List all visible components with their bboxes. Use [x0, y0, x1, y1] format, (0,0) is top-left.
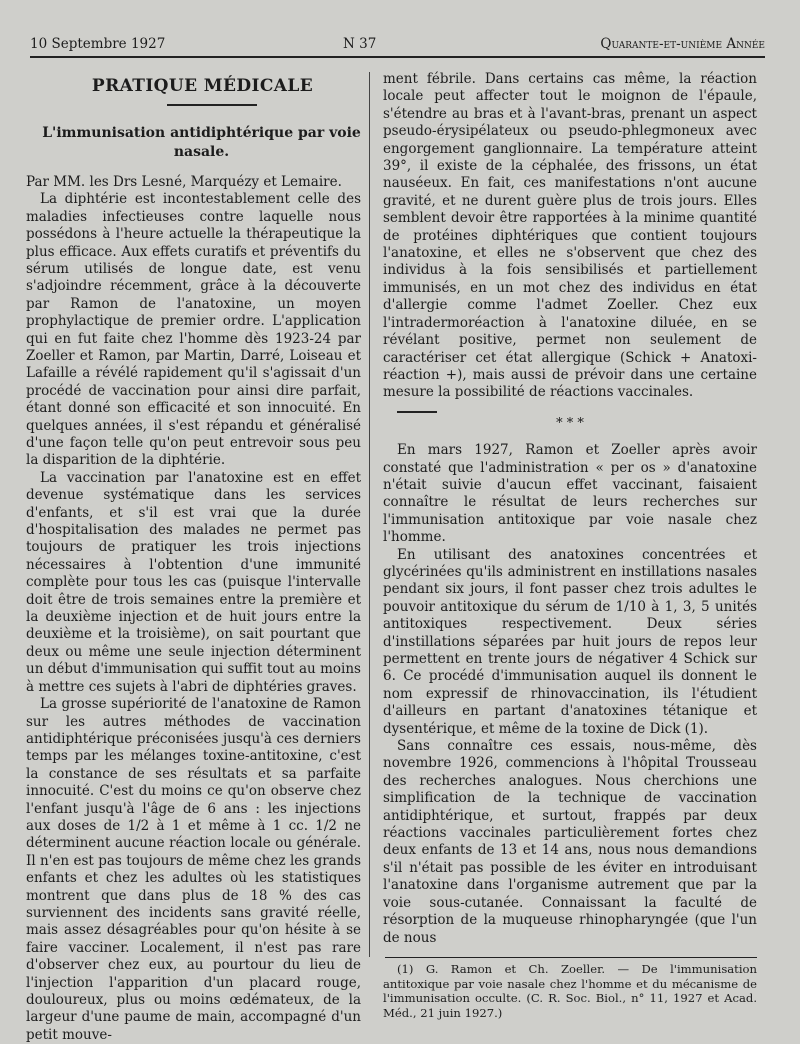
article-title: L'immunisation antidiphtérique par voie nasale. — [42, 124, 361, 160]
right-column — [383, 71, 757, 1020]
left-column — [26, 72, 361, 1044]
paragraph: En mars 1927, Ramon et Zoeller après avoir constaté que l'administration « per os » d'anatoxine n'était suivie d'aucun effet vaccinant, faisaient connaître le résultat de leurs recherches sur l'immunisation antitoxique par voie nasale chez l'homme. — [383, 442, 757, 546]
title-rule — [167, 104, 257, 106]
paragraph: La diphtérie est incontestablement celle des maladies infectieuses contre laquelle nous possédons à l'heure actuelle la thérapeutique la plus efficace. Aux effets curatifs et préventifs du sérum utilisés de longue date, est venu s'adjoindre récemment, grâce à la découverte par Ramon de l'anatoxine, un moyen prophylactique de premier ordre. L'application qui en fut faite chez l'homme dès 1923-24 par Zoeller et Ramon, par Martin, Darré, Loiseau et Lafaille a révélé rapidement qu'il s'agissait d'un procédé de vaccination pour ainsi dire parfait, étant donné son efficacité et son innocuité. En quelques années, il s'est répandu et généralisé d'une façon telle qu'on peut entrevoir sous peu la disparition de la diphtérie. — [26, 191, 361, 469]
paragraph: ment fébrile. Dans certains cas même, la réaction locale peut affecter tout le moignon de l'épaule, s'étendre au bras et à l'avant-bras, prenant un aspect pseudo-érysipélateux ou pseudo-phlegmoneux avec engorgement ganglionnaire. La température atteint 39°, il existe de la céphalée, des frissons, un état nauséeux. En fait, ces manifestations n'ont aucune gravité, et ne durent guère plus de trois jours. Elles semblent devoir être rapportées à la minime quantité de protéines diphtériques que contient toujours l'anatoxine, et elles ne s'observent que chez des individus à la fois sensibilisés et partiellement immunisés, en un mot chez des individus en état d'allergie comme l'admet Zoeller. Chez eux l'intradermoréaction à l'anatoxine diluée, en se révélant positive, permet non seulement de caractériser cet état allergique (Schick + Anatoxi-réaction +), mais aussi de prévoir dans une certaine mesure la possibilité de réactions vaccinales. — [383, 71, 757, 401]
section-stars: * * * — [556, 415, 584, 431]
footnote: (1) G. Ramon et Ch. Zoeller. — De l'immunisation antitoxique par voie nasale chez l'homme et du mécanisme de l'immunisation occulte. (C. R. Soc. Biol., n° 11, 1927 et Acad. Méd., 21 juin 1927.) — [383, 962, 757, 1020]
paragraph: La vaccination par l'anatoxine est en effet devenue systématique dans les services d'enfants, et s'il est vrai que la durée d'hospitalisation des malades ne permet pas toujours de pratiquer les trois injections nécessaires à l'obtention d'une immunité complète pour tous les cas (puisque l'intervalle doit être de trois semaines entre la première et la deuxième injection et de huit jours entre la deuxième et la troisième), on sait pourtant que deux ou même une seule injection déterminent un début d'immunisation qui suffit tout au moins à mettre ces sujets à l'abri de diphtéries graves. — [26, 469, 361, 695]
paragraph: La grosse supériorité de l'anatoxine de Ramon sur les autres méthodes de vaccination antidiphtérique préconisées jusqu'à ces derniers temps par les mélanges toxine-antitoxine, c'est la constance de ses résultats et sa parfaite innocuité. C'est du moins ce qu'on observe chez l'enfant jusqu'à l'âge de 6 ans : les injections aux doses de 1/2 à 1 et même à 1 cc. 1/2 ne déterminent aucune réaction locale ou générale. Il n'en est pas toujours de même chez les grands enfants et chez les adultes où les statistiques montrent que dans plus de 18 % des cas surviennent des incidents sans gravité réelle, mais assez désagréables pour qu'on hésite à se faire vacciner. Localement, il n'est pas rare d'observer chez eux, au pourtour du lieu de l'injection l'apparition d'un placard rouge, douloureux, plus ou moins œdémateux, de la largeur d'une paume de main, accompagné d'un petit mouve- — [26, 696, 361, 1043]
article-authors: Par MM. les Drs Lesné, Marquézy et Lemaire. — [26, 173, 342, 190]
header-date: 10 Septembre 1927 — [30, 36, 166, 52]
column-divider — [369, 72, 370, 957]
paragraph: Sans connaître ces essais, nous-même, dès novembre 1926, commencions à l'hôpital Trousseau des recherches analogues. Nous cherchions une simplification de la technique de vaccination antidiphtérique, et surtout, frappés par deux réactions vaccinales particulièrement fortes chez deux enfants de 13 et 14 ans, nous nous demandions s'il n'était pas possible de les éviter en introduisant l'anatoxine dans l'organisme autrement que par la voie sous-cutanée. Connaissant la faculté de résorption de la muqueuse rhinopharyngée (que l'un de nous — [383, 738, 757, 946]
short-rule — [397, 411, 437, 413]
running-header — [30, 34, 765, 58]
section-title: PRATIQUE MÉDICALE — [91, 76, 314, 96]
header-year: Quarante-et-unième Année — [600, 36, 765, 52]
footnote-rule — [385, 957, 757, 959]
paragraph: En utilisant des anatoxines concentrées et glycérinées qu'ils administrent en instillations nasales pendant six jours, il font passer chez trois adultes le pouvoir antitoxique du sérum de 1/10 à 1, 3, 5 unités antitoxiques respectivement. Deux séries d'instillations séparées par huit jours de repos leur permettent en trente jours de négativer 4 Schick sur 6. Ce procédé d'immunisation auquel ils donnent le nom expressif de rhinovaccination, ils l'étudient d'ailleurs en partant d'anatoxines tétanique et dysentérique, et même de la toxine de Dick (1). — [383, 546, 757, 737]
issue-number: N 37 — [343, 36, 377, 52]
